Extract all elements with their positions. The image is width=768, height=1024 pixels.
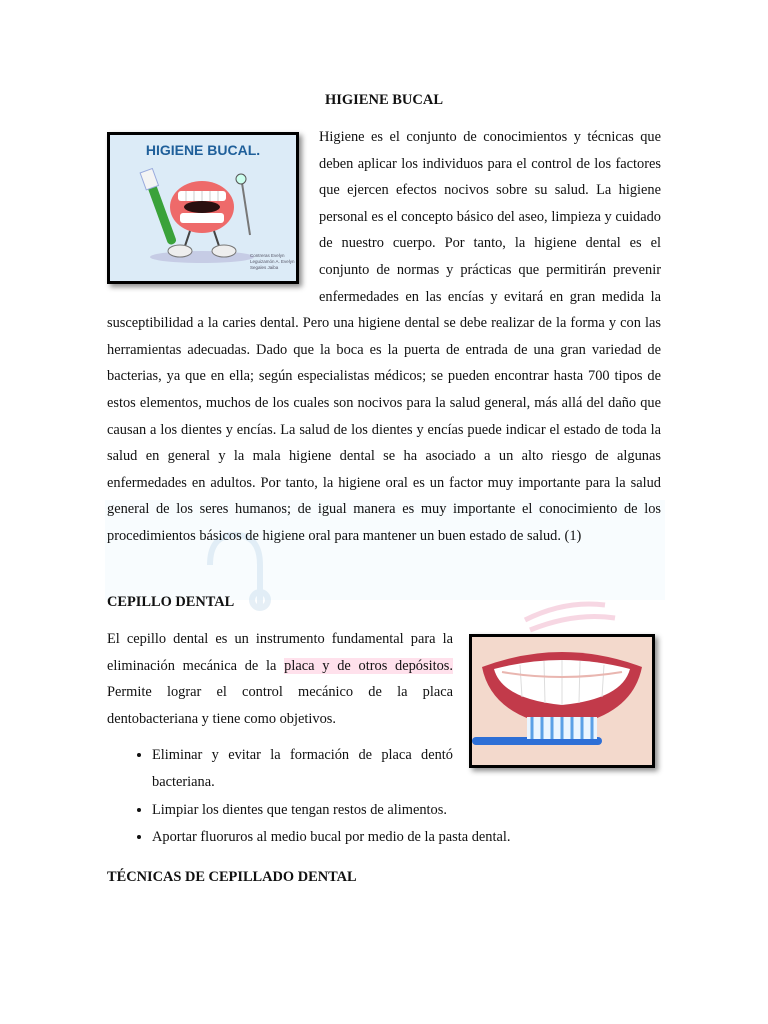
- figure1-credit-1: Contreras Evelyn: [250, 253, 285, 258]
- highlighted-text: placa y de otros depósitos.: [284, 657, 453, 674]
- cepillo-section: [107, 626, 661, 852]
- intro-section: [107, 124, 661, 550]
- section-heading-cepillo: CEPILLO DENTAL: [107, 594, 235, 610]
- figure-smile-toothbrush: [469, 634, 655, 768]
- document-title: HIGIENE BUCAL: [324, 92, 444, 108]
- intro-paragraph: Higiene es el conjunto de conocimientos y técnicas que deben aplicar los individuos para el control de los factores que ejercen efectos nocivos sobre su salud. La higiene personal es el concepto básico del aseo, limpieza y cuidado de nuestro cuerpo. Por tanto, la higiene dental es el conjunto de normas y prácticas que permitirán prevenir enfermedades en las encías y evitará en gran medida la susceptibilidad a la caries dental. Pero una higiene dental se debe realizar de la forma y con las herramientas adecuadas. Dado que la boca es la puerta de entrada de una gran variedad de bacterias, ya que en ella; según especialistas médicos; se pueden encontrar hasta 700 tipos de estos elementos, muchos de los cuales son nocivos para la salud general, más allá del daño que causan a los dientes y encías. La salud de los dientes y encías puede indicar el estado de toda la salud en general y la mala higiene dental se ha asociado a un alto riesgo de algunas enfermedades en adultos. Por tanto, la higiene oral es un factor muy importante para la salud general de los seres humanos; de igual manera es muy importante el conocimiento de los procedimientos básicos de higiene oral para mantener un buen estado de salud. (1): [107, 129, 661, 544]
- figure-higiene-bucal: [107, 132, 299, 284]
- section-heading-tecnicas: TÉCNICAS DE CEPILLADO DENTAL: [107, 869, 357, 885]
- cepillo-paragraph-part1: El cepillo dental es un instrumento fundamental para la eliminación mecánica de la: [107, 631, 453, 674]
- list-item: • Limpiar los dientes que tengan restos de alimentos.: [152, 797, 661, 824]
- figure1-credit-3: Segales Jaiba: [250, 265, 279, 270]
- list-item: • Aportar fluoruros al medio bucal por medio de la pasta dental.: [152, 824, 661, 851]
- figure1-heading: HIGIENE BUCAL.: [145, 142, 261, 158]
- list-item: • Eliminar y evitar la formación de placa dentó bacteriana.: [152, 742, 661, 795]
- cepillo-paragraph-part2: Permite lograr el control mecánico de la placa dentobacteriana y tiene como objetivos.: [107, 684, 453, 727]
- smile-toothbrush-photo: [472, 637, 652, 765]
- figure1-credit-2: Leguizamón A. Evelyn: [250, 259, 295, 264]
- dental-cartoon-illustration: [110, 135, 296, 281]
